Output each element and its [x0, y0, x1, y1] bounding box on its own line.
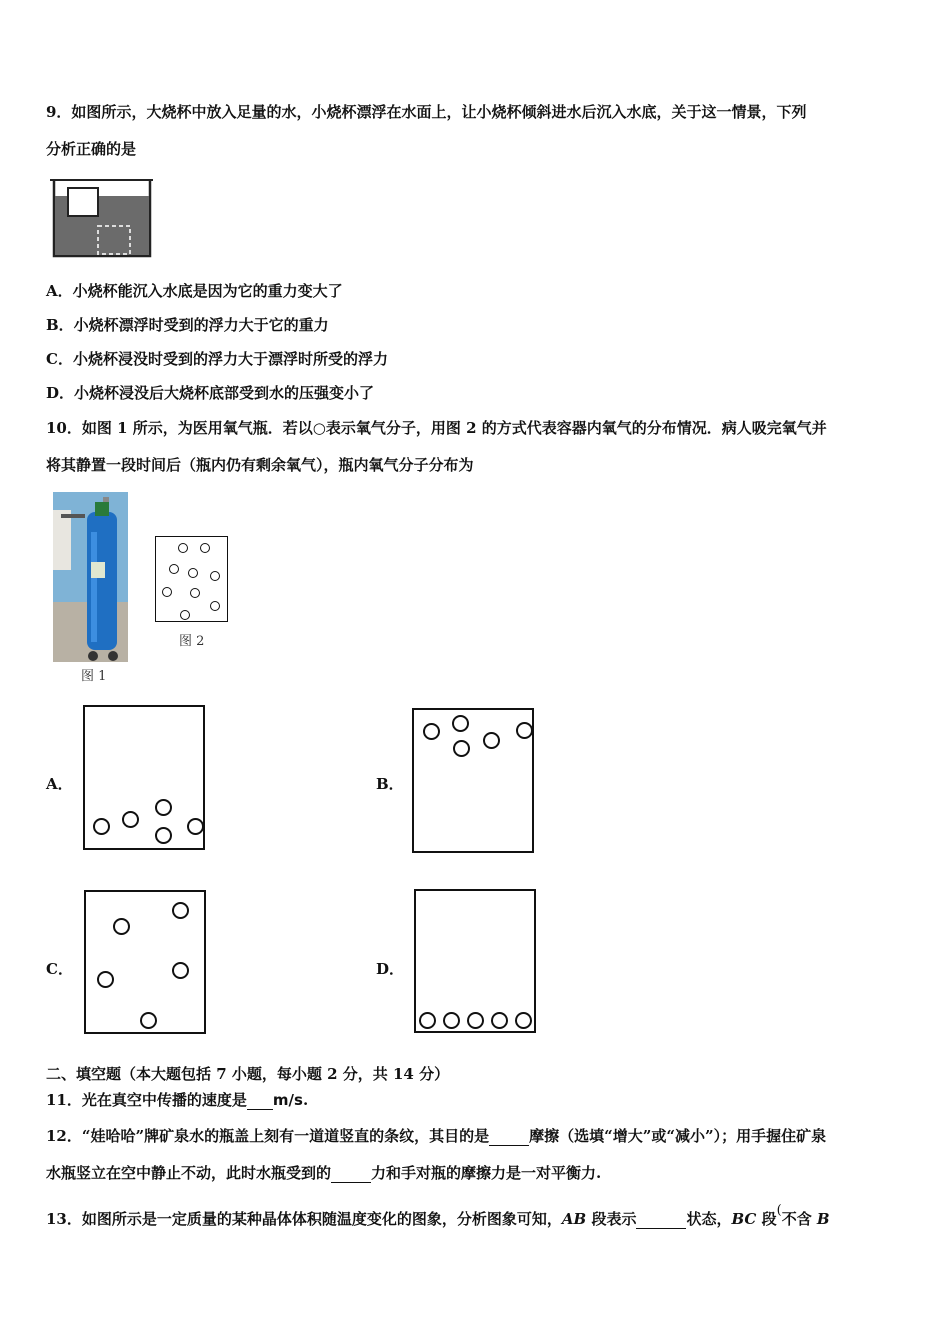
q9-option-a: A．小烧杯能沉入水底是因为它的重力变大了 [46, 282, 343, 300]
q10-option-c-label: C． [46, 960, 73, 978]
q13-part4: 段 [756, 1210, 777, 1228]
q10-stem-line1: 10．如图 1 所示，为医用氧气瓶．若以○表示氧气分子，用图 2 的方式代表容器内氧气的分布情况．病人吸完氧气并 [46, 419, 827, 437]
q12-blank-1[interactable] [489, 1129, 529, 1146]
oxygen-molecule [453, 740, 470, 757]
section2-title: 二、填空题（本大题包括 7 小题，每小题 2 分，共 14 分） [46, 1065, 450, 1083]
q10-option-b-box [412, 708, 534, 853]
q12-stem-line2 [46, 1163, 601, 1183]
q9-stem-line2: 分析正确的是 [46, 140, 137, 158]
oxygen-molecule [169, 564, 179, 574]
oxygen-molecule [516, 722, 533, 739]
q12-part1: 12．“娃哈哈”牌矿泉水的瓶盖上刻有一道道竖直的条纹，其目的是 [46, 1127, 490, 1145]
oxygen-molecule [155, 799, 172, 816]
q13-part3: 状态， [686, 1210, 732, 1228]
oxygen-molecule [423, 723, 440, 740]
q10-option-a-box [83, 705, 205, 850]
oxygen-molecule [113, 918, 130, 935]
oxygen-molecule [180, 610, 190, 620]
oxygen-cylinder-photo [53, 492, 128, 662]
fig2-caption: 图 2 [179, 634, 205, 649]
oxygen-molecule [210, 571, 220, 581]
q10-option-a-label: A． [46, 775, 73, 793]
q12-blank-2[interactable] [331, 1166, 371, 1183]
q12-part2: 摩擦（选填“增大”或“减小”）；用手握住矿泉 [529, 1127, 827, 1145]
q13-stem [46, 1203, 830, 1229]
q11-suffix: . [302, 1091, 309, 1109]
oxygen-molecule [491, 1012, 508, 1029]
q12-stem-line1 [46, 1126, 826, 1146]
oxygen-molecule [483, 732, 500, 749]
q9-stem-line1: 9．如图所示，大烧杯中放入足量的水，小烧杯漂浮在水面上，让小烧杯倾斜进水后沉入水底，关于这一情景，下列 [46, 103, 807, 121]
oxygen-molecule [467, 1012, 484, 1029]
oxygen-molecule [178, 543, 188, 553]
q13-b: B [816, 1210, 830, 1228]
oxygen-molecule [190, 588, 200, 598]
oxygen-molecule [452, 715, 469, 732]
q13-part2: 段表示 [586, 1210, 637, 1228]
q13-part1: 13．如图所示是一定质量的某种晶体体积随温度变化的图象，分析图象可知， [46, 1210, 562, 1228]
fig1-caption: 图 1 [81, 669, 107, 684]
q9-option-c: C．小烧杯浸没时受到的浮力大于漂浮时所受的浮力 [46, 350, 388, 368]
q13-bc: BC [731, 1210, 757, 1228]
q13-open-paren-mark: ( [776, 1203, 782, 1218]
beaker-figure [48, 174, 156, 262]
q10-stem-line2: 将其静置一段时间后（瓶内仍有剩余氧气），瓶内氧气分子分布为 [46, 456, 474, 474]
q9-option-d: D．小烧杯浸没后大烧杯底部受到水的压强变小了 [46, 384, 375, 402]
q13-ab: AB [561, 1210, 587, 1228]
q11-blank[interactable] [247, 1093, 273, 1110]
oxygen-molecule [187, 818, 204, 835]
oxygen-molecule [172, 962, 189, 979]
q10-option-d-label: D． [376, 960, 405, 978]
oxygen-molecule [93, 818, 110, 835]
q10-option-b-label: B． [376, 775, 404, 793]
oxygen-molecule [515, 1012, 532, 1029]
q9-option-b: B．小烧杯漂浮时受到的浮力大于它的重力 [46, 316, 329, 334]
oxygen-molecule [210, 601, 220, 611]
oxygen-molecule [122, 811, 139, 828]
q11-unit: m/s [272, 1091, 303, 1109]
q10-option-d-box [414, 889, 536, 1033]
oxygen-molecule [140, 1012, 157, 1029]
oxygen-molecule [200, 543, 210, 553]
q13-blank[interactable] [636, 1212, 686, 1229]
fig2-container [155, 536, 228, 622]
q10-option-c-box [84, 890, 206, 1034]
oxygen-molecule [97, 971, 114, 988]
oxygen-molecule [162, 587, 172, 597]
oxygen-molecule [155, 827, 172, 844]
oxygen-molecule [419, 1012, 436, 1029]
q12-part3: 水瓶竖立在空中静止不动，此时水瓶受到的 [46, 1164, 332, 1182]
oxygen-molecule [188, 568, 198, 578]
q13-part5: 不含 [781, 1210, 817, 1228]
oxygen-molecule [443, 1012, 460, 1029]
q12-part4: 力和手对瓶的摩擦力是一对平衡力. [371, 1164, 602, 1182]
q11-prefix: 11．光在真空中传播的速度是 [46, 1091, 247, 1109]
q11-stem [46, 1090, 308, 1110]
oxygen-molecule [172, 902, 189, 919]
